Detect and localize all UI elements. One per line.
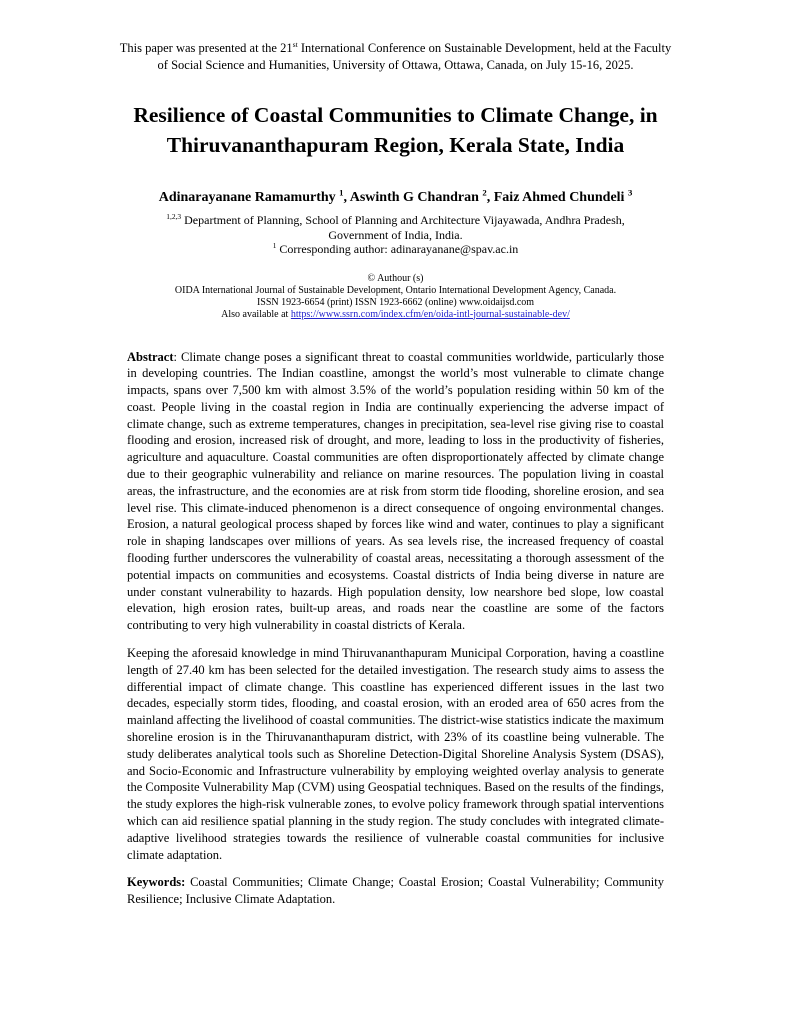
conference-note-text: This paper was presented at the 21 [119, 41, 293, 55]
abstract-label: Abstract [127, 349, 174, 364]
author-separator: , [486, 190, 494, 205]
paper-title-line-2: Thiruvananthapuram Region, Kerala State, India [166, 133, 625, 157]
affiliation-line-1 [0, 213, 791, 228]
author-separator: , [343, 190, 350, 205]
author-1-superscript: 1 [339, 187, 344, 198]
keywords-paragraph [127, 874, 664, 908]
conference-note-text-cont: International Conference on Sustainable Development, held at the Faculty of Social Science and Humanities, University of Ottawa, Ottawa, Canada, on July 15-16, 2025. [157, 41, 672, 72]
corresponding-author-line [0, 242, 791, 257]
affiliation-superscript: 1,2,3 [166, 212, 182, 221]
affiliation-text: Department of Planning, School of Planning and Architecture Vijayawada, Andhra Pradesh, [181, 213, 625, 227]
affiliation-block [0, 213, 791, 257]
corresponding-author-text: Corresponding author: adinarayanane@spav.ac.in [276, 242, 519, 256]
author-3: Faiz Ahmed Chundeli [493, 190, 628, 205]
copyright-line: © Authour (s) [367, 272, 424, 284]
authors-line [0, 189, 791, 207]
author-3-superscript: 3 [627, 187, 633, 198]
issn-line: ISSN 1923-6654 (print) ISSN 1923-6662 (online) www.oidaijsd.com [256, 296, 535, 308]
author-2-superscript: 2 [482, 187, 487, 198]
conference-note [115, 40, 677, 74]
imprint-block [0, 273, 791, 321]
corresponding-superscript: 1 [272, 241, 277, 250]
availability-prefix: Also available at [221, 308, 291, 320]
abstract-paragraph-1 [127, 349, 664, 635]
abstract-paragraph-2: Keeping the aforesaid knowledge in mind Thiruvananthapuram Municipal Corporation, having a coastline length of 27.40 km has been selected for the detailed investigation. The research study aims to assess the differential impact of climate change. This coastline has experienced different issues in the last two decades, especially storm tides, flooding, and coastal erosion, with an eroded area of 650 acres from the mainland affecting the livelihood of coastal communities. The district-wise statistics indicate the maximum shoreline erosion is in the Thiruvananthapuram district, with 23% of its coastline being vulnerable. The study deliberates analytical tools such as Shoreline Detection-Digital Shoreline Analysis System (DSAS), and Socio-Economic and Infrastructure vulnerability by employing weighted overlay analysis to generate the Composite Vulnerability Map (CVM) using Geospatial techniques. Based on the results of the findings, the study explores the high-risk vulnerable zones, to evolve policy framework through spatial interventions which can aid resilience spatial planning in the study region. The study concludes with integrated climate-adaptive livelihood strategies towards the resilience of vulnerable coastal communities for inclusive climate adaptation. [127, 646, 664, 862]
keywords-text: Coastal Communities; Climate Change; Coastal Erosion; Coastal Vulnerability; Community Resilience; Inclusive Climate Adaptation. [127, 875, 664, 907]
paper-title [66, 100, 726, 160]
journal-line: OIDA International Journal of Sustainable Development, Ontario International Development Agency, Canada. [174, 284, 617, 296]
keywords-label: Keywords: [127, 875, 186, 890]
ssrn-link[interactable]: https://www.ssrn.com/index.cfm/en/oida-intl-journal-sustainable-dev/ [290, 308, 570, 320]
abstract-section [127, 349, 664, 909]
author-2: Aswinth G Chandran [349, 190, 483, 205]
author-1: Adinarayanane Ramamurthy [158, 190, 340, 205]
paper-title-line-1: Resilience of Coastal Communities to Climate Change, in [133, 103, 658, 127]
availability-line [0, 309, 791, 321]
abstract-paragraph-1-text: : Climate change poses a significant threat to coastal communities worldwide, particularly those in developing countries. The Indian coastline, amongst the world’s most vulnerable to climate change impacts, spans over 7,500 km with almost 3.5% of the world’s population residing within 50 km of the coast. People living in the coastal region in India are continually experiencing the adverse impact of climate change, such as extreme temperatures, changes in precipitation, sea-level rise giving rise to coastal flooding and erosion, increased risk of drought, and more, leading to loss in the productivity of fisheries, agriculture and aquaculture. Coastal communities are often disproportionately affected by climate change due to their geographic vulnerability and reliance on marine resources. The population living in coastal areas, the infrastructure, and the economies are at risk from storm tide flooding, shoreline erosion, and sea level rise. This climate-induced phenomenon is a direct consequence of ongoing environmental changes. Erosion, a natural geological process shaped by forces like wind and water, continues to play a significant role in shaping landscapes over millions of years. As sea levels rise, the increased frequency of coastal flooding further underscores the vulnerability of coastal areas, necessitating a thorough assessment of the potential impacts on communities and ecosystems. Coastal districts of India being diverse in nature are under constant vulnerability to hazards. High population density, low nearshore bed slope, low coastal elevation, high erosion rates, built-up areas, and roads near the coastline are some of the factors contributing to very high vulnerability in coastal districts of Kerala. [127, 349, 664, 633]
affiliation-line-2: Government of India, India. [328, 227, 463, 242]
ordinal-superscript: st [292, 39, 298, 49]
